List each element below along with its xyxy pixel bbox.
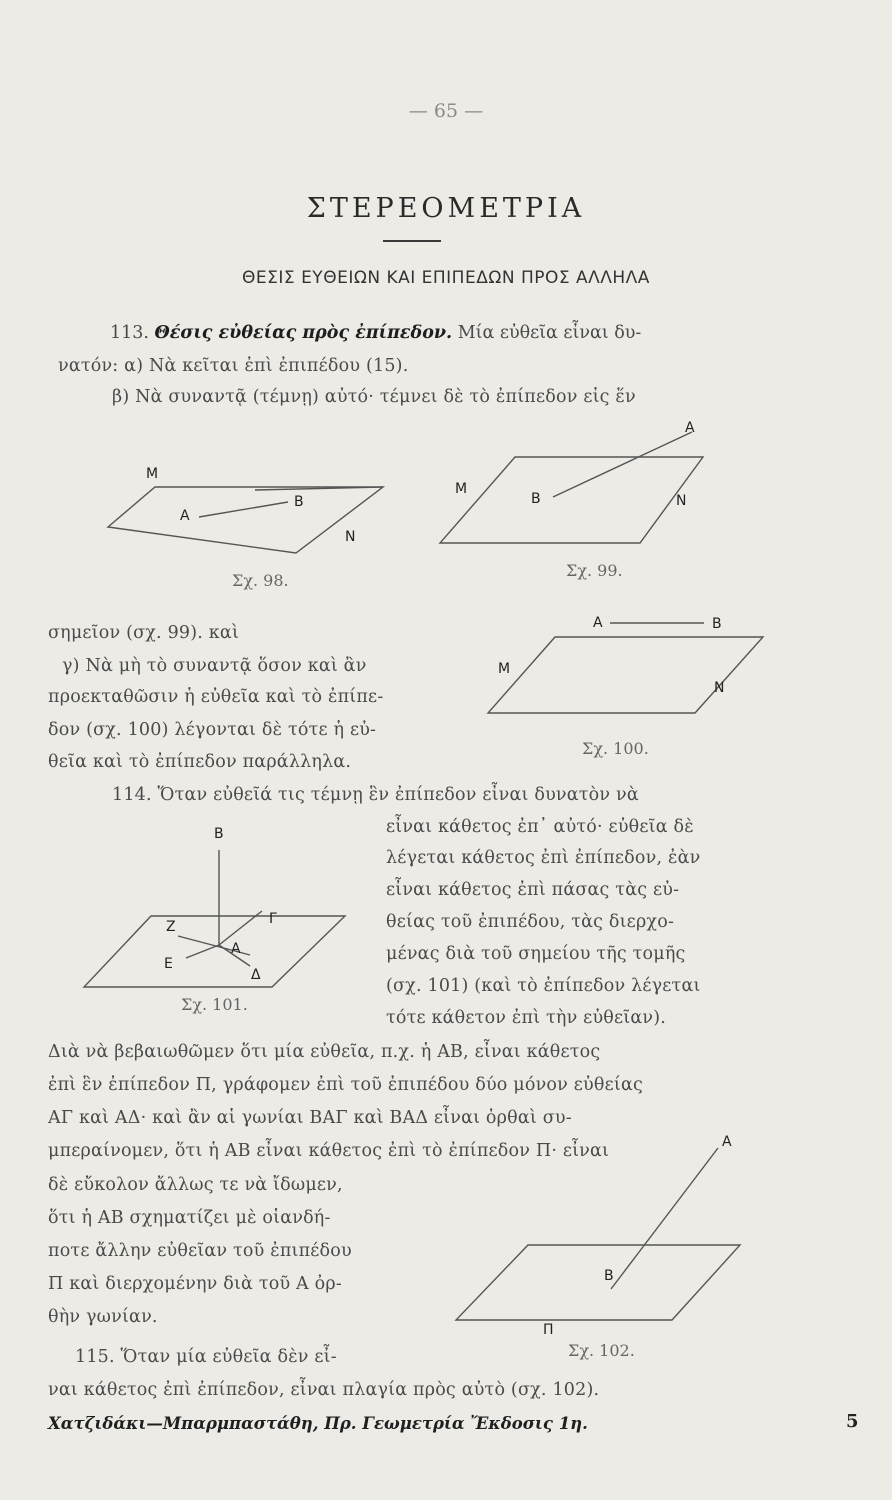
paragraph-114-line-6: μένας διὰ τοῦ σημείου τῆς τομῆς [386, 944, 686, 964]
chapter-title: ΣΤΕΡΕΟΜΕΤΡΙΑ [306, 193, 586, 224]
figure-99-caption: Σχ. 99. [566, 561, 623, 580]
footer-signature-number: 5 [846, 1411, 859, 1432]
paragraph-113-line-2: νατόν: α) Νὰ κεῖται ἐπὶ ἐπιπέδου (15). [58, 356, 409, 376]
figure-102-label-b: B [604, 1268, 614, 1284]
figure-99-label-n: N [676, 493, 687, 509]
paragraph-114-line-12: μπεραίνομεν, ὅτι ἡ ΑΒ εἶναι κάθετος ἐπὶ τὸ ἐπίπεδον Π· εἶναι [48, 1141, 610, 1161]
paragraph-114-line-11: ΑΓ καὶ ΑΔ· καὶ ἂν αἱ γωνίαι ΒΑΓ καὶ ΒΑΔ εἶναι ὀρθαὶ συ- [48, 1108, 572, 1128]
figure-98-plane [108, 487, 383, 553]
paragraph-114-line-16: Π καὶ διερχομένην διὰ τοῦ Α ὀρ- [48, 1274, 342, 1294]
figure-101-line-ea [186, 945, 219, 958]
figure-100-label-a: A [593, 615, 603, 631]
paragraph-114-line-17: θὴν γωνίαν. [48, 1307, 158, 1327]
figure-99-line [553, 432, 692, 497]
paragraph-114-line-4: εἶναι κάθετος ἐπὶ πάσας τὰς εὐ- [386, 880, 680, 900]
figure-100-caption: Σχ. 100. [582, 739, 649, 758]
figure-98-caption: Σχ. 98. [232, 571, 289, 590]
paragraph-115-line-2: ναι κάθετος ἐπὶ ἐπίπεδον, εἶναι πλαγία πρὸς αὐτὸ (σχ. 102). [48, 1380, 600, 1400]
figure-99-label-top: A [685, 420, 695, 436]
paragraph-114-line-5: θείας τοῦ ἐπιπέδου, τὰς διερχο- [386, 912, 675, 932]
paragraph-113-line-4: σημεῖον (σχ. 99). καὶ [48, 623, 240, 643]
figure-101-label-b: B [214, 826, 224, 842]
footer-signature: Χατζιδάκι—Μπαρμπαστάθη, Πρ. Γεωμετρία Ἔκδοσις 1η. [48, 1414, 588, 1433]
paragraph-114-line-14: ὅτι ἡ ΑΒ σχηματίζει μὲ οἱανδή- [48, 1208, 331, 1228]
paragraph-114-line-13: δὲ εὔκολον ἄλλως τε νὰ ἴδωμεν, [48, 1175, 343, 1195]
paragraph-113-title: Θέσις εὐθείας πρὸς ἐπίπεδον. [154, 323, 453, 343]
figure-101-caption: Σχ. 101. [181, 995, 248, 1014]
figure-99-label-b: B [531, 491, 541, 507]
figure-102-oblique-line [611, 1148, 718, 1289]
figure-101-plane [84, 916, 345, 987]
figure-102-caption: Σχ. 102. [568, 1341, 635, 1360]
paragraph-114-line-10: ἐπὶ ἓν ἐπίπεδον Π, γράφομεν ἐπὶ τοῦ ἐπιπέδου δύο μόνον εὐθείας [48, 1075, 643, 1095]
paragraph-113-line-1-rest: Μία εὐθεῖα εἶναι δυ- [457, 323, 642, 343]
figure-102-plane [456, 1245, 740, 1320]
paragraph-113-line-8: θεῖα καὶ τὸ ἐπίπεδον παράλληλα. [48, 752, 352, 772]
paragraph-113-line-1 [110, 323, 641, 343]
figure-101-label-e: E [164, 956, 173, 972]
figure-101-label-g: Γ [269, 911, 277, 927]
paragraph-113-line-5: γ) Νὰ μὴ τὸ συναντᾷ ὅσον καὶ ἂν [62, 656, 367, 676]
paragraph-113-line-3: β) Νὰ συναντᾷ (τέμνῃ) αὐτό· τέμνει δὲ τὸ ἐπίπεδον εἰς ἕν [112, 387, 636, 407]
paragraph-114-line-3: λέγεται κάθετος ἐπὶ ἐπίπεδον, ἐὰν [386, 848, 701, 868]
paragraph-114-line-15: ποτε ἄλλην εὐθεῖαν τοῦ ἐπιπέδου [48, 1241, 352, 1261]
paragraph-114-line-9: Διὰ νὰ βεβαιωθῶμεν ὅτι μία εὐθεῖα, π.χ. ἡ ΑΒ, εἶναι κάθετος [48, 1042, 601, 1062]
figure-98-label-m: M [146, 466, 159, 482]
figure-101-line-za [178, 936, 250, 955]
figure-98-plane-edge [255, 487, 383, 490]
figure-100-label-n: N [714, 680, 725, 696]
figure-98-label-b: B [294, 494, 304, 510]
figure-101-line-ad [219, 945, 250, 966]
title-divider [383, 240, 441, 242]
paragraph-113-line-7: δον (σχ. 100) λέγονται δὲ τότε ἡ εὐ- [48, 720, 377, 740]
figure-102-label-p: Π [543, 1322, 554, 1338]
paragraph-114-line-7: (σχ. 101) (καὶ τὸ ἐπίπεδον λέγεται [386, 976, 701, 996]
figure-99-plane [440, 457, 703, 543]
figure-100-label-b: B [712, 616, 722, 632]
figure-98-segment-ab [199, 502, 288, 517]
figure-98-label-a: A [180, 508, 190, 524]
paragraph-113-number: 113. [110, 323, 149, 343]
figure-99-label-m: M [455, 481, 468, 497]
paragraph-113-line-6: προεκταθῶσιν ἡ εὐθεῖα καὶ τὸ ἐπίπε- [48, 687, 384, 707]
page-number: — 65 — [408, 100, 484, 122]
figure-101-line-ag [219, 911, 262, 945]
paragraph-114-line-8: τότε κάθετον ἐπὶ τὴν εὐθεῖαν). [386, 1008, 667, 1028]
figure-101-label-a: A [231, 941, 241, 957]
figure-101-label-z: Z [166, 919, 176, 935]
figure-101-label-d: Δ [251, 967, 261, 983]
figure-100-label-m: M [498, 661, 511, 677]
figure-100-plane [488, 637, 763, 713]
section-heading: ΘΕΣΙΣ ΕΥΘΕΙΩΝ ΚΑΙ ΕΠΙΠΕΔΩΝ ΠΡΟΣ ΑΛΛΗΛΑ [242, 268, 650, 288]
figure-102-label-a: A [722, 1134, 732, 1150]
figure-98-label-n: N [345, 529, 356, 545]
paragraph-114-line-2: εἶναι κάθετος ἐπ᾽ αὐτό· εὐθεῖα δὲ [386, 817, 694, 837]
paragraph-115-line-1: 115. Ὅταν μία εὐθεῖα δὲν εἶ- [75, 1347, 337, 1367]
paragraph-114-line-1: 114. Ὅταν εὐθεῖά τις τέμνῃ ἓν ἐπίπεδον εἶναι δυνατὸν νὰ [112, 785, 639, 805]
